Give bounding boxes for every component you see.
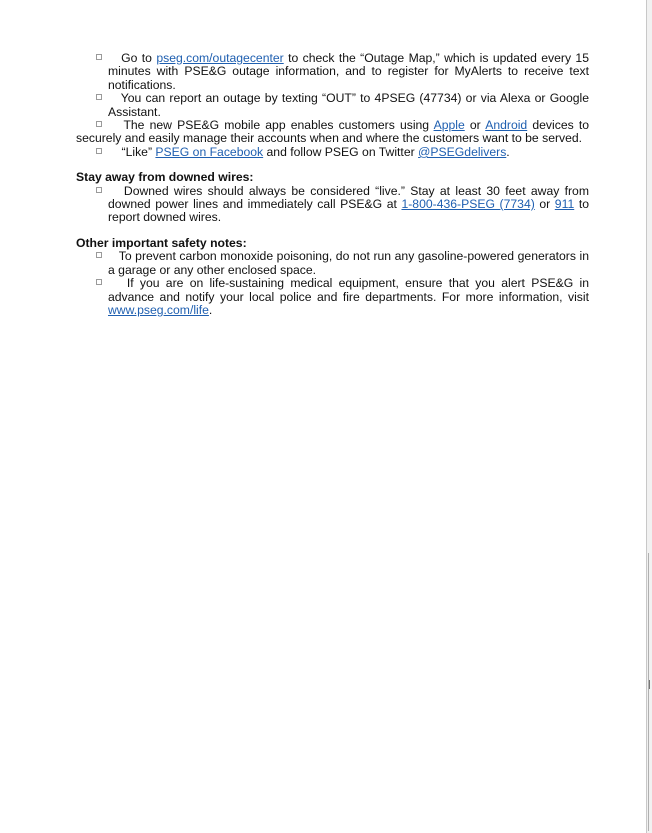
item-text: If you are on life-sustaining medical equipment, ensure that you alert PSE&G in advance and notify your local police and fire departments. For more information, visit [108, 276, 589, 304]
list-item [76, 185, 589, 225]
item-text: The new PSE&G mobile app enables customers using [123, 118, 434, 133]
item-text: devices to securely and easily manage their accounts when and where the customers want to be served. [76, 118, 589, 146]
item-text: . [208, 302, 213, 317]
phone-link[interactable]: 1-800-436-PSEG (7734) [401, 197, 535, 212]
bullet-box-icon [96, 279, 102, 285]
safety-notes-list [76, 250, 589, 317]
list-item [76, 277, 589, 317]
downed-wires-list [76, 185, 589, 225]
bullet-box-icon [96, 54, 102, 60]
scrollbar-track[interactable] [648, 553, 652, 831]
pseg-life-link[interactable]: www.pseg.com/life [108, 302, 209, 317]
item-text: or [464, 118, 486, 133]
android-link[interactable]: Android [485, 118, 528, 133]
item-text: To prevent carbon monoxide poisoning, do not run any gasoline-powered generators in a garage or any other enclosed space. [108, 249, 589, 277]
item-text: Go to [121, 51, 157, 65]
bullet-box-icon [96, 187, 102, 193]
outage-resources-list [76, 52, 589, 159]
list-item [76, 92, 589, 119]
apple-link[interactable]: Apple [433, 118, 465, 133]
list-item [76, 52, 589, 92]
list-item [76, 250, 589, 277]
twitter-link[interactable]: @PSEGdelivers [418, 144, 507, 159]
item-text: “Like” [121, 144, 156, 159]
item-text: Downed wires should always be considered “live.” Stay at least 30 feet away from downed power lines and immediately call PSE&G at [108, 183, 589, 212]
item-text: or [534, 197, 555, 212]
document-content [76, 52, 589, 317]
bullet-box-icon [96, 94, 102, 100]
bullet-box-icon [96, 121, 102, 127]
downed-wires-heading: Stay away from downed wires: [76, 170, 254, 185]
item-text: . [506, 144, 510, 159]
facebook-link[interactable]: PSEG on Facebook [155, 144, 264, 159]
item-text: and follow PSEG on Twitter [263, 144, 419, 159]
outage-center-link[interactable]: pseg.com/outagecenter [156, 51, 284, 65]
emergency-911-link[interactable]: 911 [554, 197, 575, 212]
safety-notes-heading: Other important safety notes: [76, 235, 247, 250]
list-item [76, 119, 589, 146]
item-text: to check the “Outage Map,” which is updated every 15 minutes with PSE&G outage information, and to register for MyAlerts to receive text notifications. [108, 51, 589, 92]
bullet-box-icon [96, 252, 102, 258]
item-text: You can report an outage by texting “OUT” to 4PSEG (47734) or via Alexa or Google Assistant. [108, 91, 589, 119]
item-text: to report downed wires. [108, 197, 589, 225]
list-item [76, 146, 589, 159]
bullet-box-icon [96, 148, 102, 154]
